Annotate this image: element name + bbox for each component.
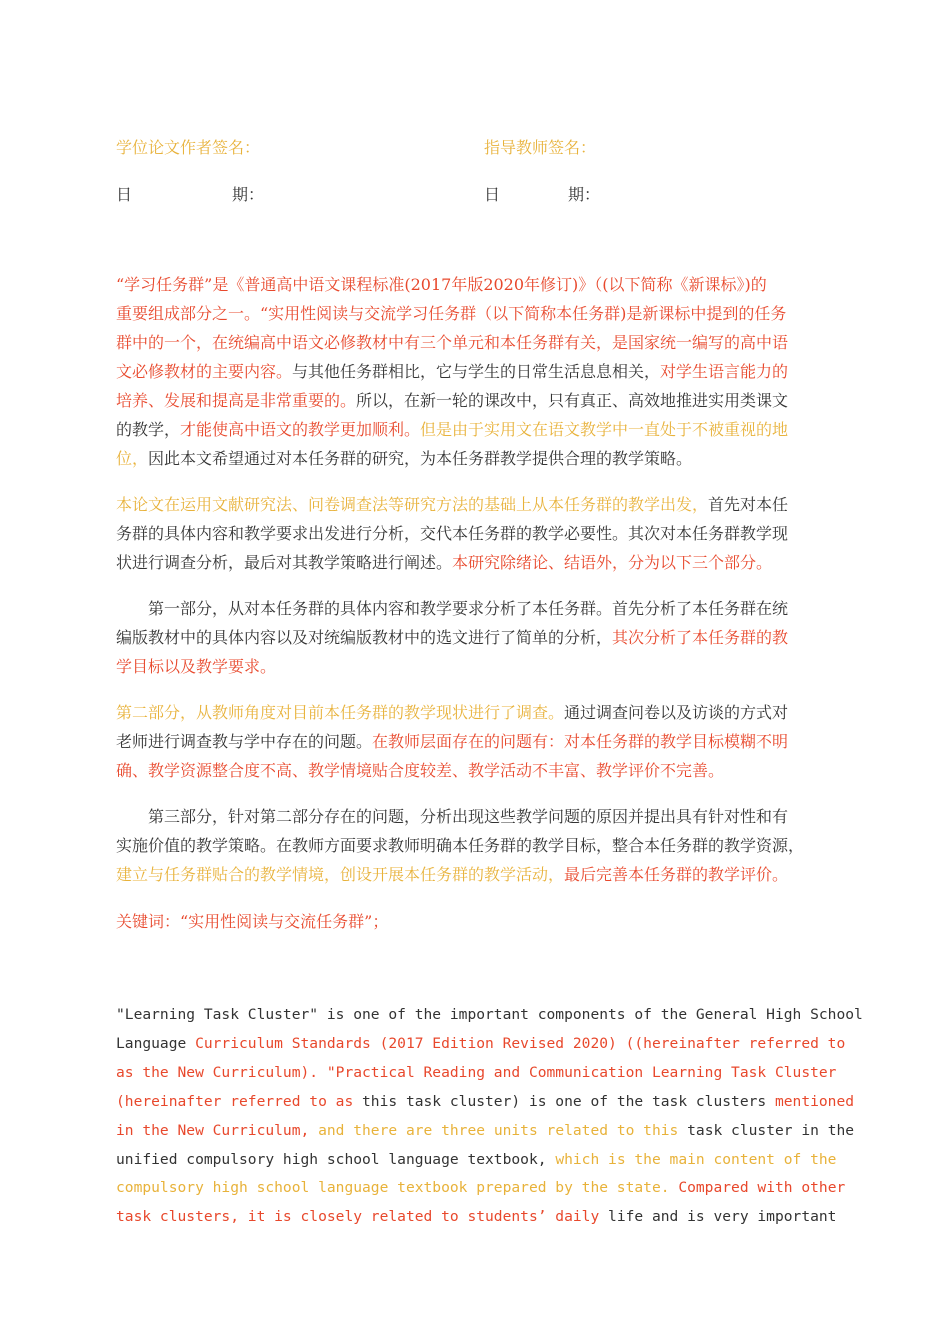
advisor-date-label-2: 期： (568, 185, 601, 204)
text-segment: in the New Curriculum, (116, 1121, 319, 1139)
text-line (116, 357, 836, 386)
text-segment: 编版教材中的具体内容以及对统编版教材中的选文进行了简单的分析， (116, 628, 613, 647)
text-segment: 位， (116, 449, 149, 468)
text-segment: which is the main content of the (555, 1150, 837, 1168)
text-segment: 对学生语言能力的 (660, 362, 789, 381)
text-line (116, 652, 836, 681)
text-segment: 最后完善本任务群的教学评价。 (564, 865, 789, 884)
text-line (116, 1203, 836, 1232)
text-line (116, 594, 836, 623)
advisor-date-label-1: 日 (484, 185, 501, 204)
text-segment: “学习任务群”是《普通高中语文课程标准(2017年版2020年修订)》（(以下简称《新课标》)的 (116, 275, 767, 294)
text-segment: task cluster in the (687, 1121, 855, 1139)
author-date-label-2: 期： (232, 185, 265, 204)
text-line (116, 623, 836, 652)
text-segment: 其次分析了本任务群的教 (612, 628, 789, 647)
text-segment: 学目标以及教学要求。 (116, 657, 277, 676)
text-segment: as the New Curriculum). "Practical Reading and Communication Learning Task Cluster (116, 1063, 837, 1081)
text-line (116, 1174, 846, 1203)
text-line (116, 802, 836, 831)
text-segment: (hereinafter referred to as (116, 1092, 363, 1110)
text-segment: unified compulsory high school language textbook, (116, 1150, 556, 1168)
text-segment: 通过调查问卷以及访谈的方式对 (564, 703, 789, 722)
text-segment: life and is very important (608, 1208, 837, 1226)
text-line (116, 548, 836, 577)
english-abstract (116, 1001, 863, 1232)
text-segment: 培养、发展和提高是非常重要的。 (116, 391, 357, 410)
text-segment: Compared with other (678, 1179, 846, 1197)
text-segment: task clusters, it is closely related to students’ daily (116, 1208, 609, 1226)
text-segment: 第一部分，从对本任务群的具体内容和教学要求分析了本任务群。首先分析了本任务群在统 (116, 599, 789, 618)
author-signature-label: 学位论文作者签名： (116, 138, 261, 157)
text-segment: 老师进行调查教与学中存在的问题。 (116, 732, 373, 751)
text-segment: Language (116, 1034, 196, 1052)
text-segment: 的教学， (116, 420, 181, 439)
text-line (116, 415, 836, 444)
abstract-paragraph-2 (116, 490, 836, 577)
text-line (116, 1059, 836, 1088)
text-segment: "Learning Task Cluster" is one of the important components of the General High School (116, 1006, 863, 1023)
text-segment: this task cluster) is one of the task clusters (362, 1092, 775, 1110)
abstract-paragraph-4 (116, 698, 836, 785)
abstract-paragraph-5 (116, 802, 836, 889)
text-segment: 但是由于实用文在语文教学中一直处于不被重视的地 (420, 420, 789, 439)
text-line (116, 299, 836, 328)
author-date-label-1: 日 (116, 185, 133, 204)
abstract-paragraph-3 (116, 594, 836, 681)
text-segment: 建立与任务群贴合的教学情境，创设开展本任务群的教学活动， (116, 865, 565, 884)
text-line (116, 698, 836, 727)
text-segment: and there are three units related to this (318, 1121, 688, 1139)
text-segment: 第三部分，针对第二部分存在的问题，分析出现这些教学问题的原因并提出具有针对性和有 (116, 807, 789, 826)
text-line (116, 490, 836, 519)
text-line (116, 1117, 855, 1146)
text-line (116, 756, 836, 785)
text-segment: 所以，在新一轮的课改中，只有真正、高效地推进实用类课文 (356, 391, 789, 410)
text-segment: 群中的一个，在统编高中语文必修教材中有三个单元和本任务群有关，是国家统一编写的高中语 (116, 333, 789, 352)
text-segment: Curriculum Standards (2017 Edition Revised 2020) ((hereinafter referred to (195, 1034, 846, 1052)
text-line (116, 1088, 855, 1117)
text-segment: 在教师层面存在的问题有：对本任务群的教学目标模糊不明 (372, 732, 789, 751)
text-line (116, 727, 836, 756)
text-line (116, 1030, 846, 1059)
text-segment: 第二部分，从教师角度对目前本任务群的教学现状进行了调查。 (116, 703, 565, 722)
text-line (116, 1146, 836, 1175)
text-segment: 务群的具体内容和教学要求出发进行分析，交代本任务群的教学必要性。其次对本任务群教学现 (116, 524, 789, 543)
text-line (116, 270, 836, 299)
abstract-paragraph-1 (116, 270, 836, 473)
text-segment: compulsory high school language textbook prepared by the state. (116, 1179, 679, 1197)
text-segment: 确、教学资源整合度不高、教学情境贴合度较差、教学活动不丰富、教学评价不完善。 (116, 761, 725, 780)
text-line (116, 860, 836, 889)
text-segment: 状进行调查分析，最后对其教学策略进行阐述。 (116, 553, 453, 572)
text-segment: 关键词：“实用性阅读与交流任务群”； (116, 912, 389, 931)
text-segment: 重要组成部分之一。“实用性阅读与交流学习任务群（以下简称本任务群)是新课标中提到的任务 (116, 304, 787, 323)
text-line (116, 444, 836, 473)
text-segment: 才能使高中语文的教学更加顺利。 (180, 420, 421, 439)
text-segment: mentioned (774, 1092, 855, 1110)
text-line (116, 831, 836, 860)
text-segment: 本研究除绪论、结语外，分为以下三个部分。 (452, 553, 773, 572)
advisor-signature-label: 指导教师签名： (484, 138, 597, 157)
text-line (116, 328, 836, 357)
text-segment: 首先对本任 (708, 495, 789, 514)
text-line (116, 519, 836, 548)
text-segment: 因此本文希望通过对本任务群的研究，为本任务群教学提供合理的教学策略。 (148, 449, 693, 468)
text-segment: 本论文在运用文献研究法、问卷调查法等研究方法的基础上从本任务群的教学出发， (116, 495, 709, 514)
text-line (116, 386, 836, 415)
text-segment: 文必修教材的主要内容。 (116, 362, 293, 381)
text-line (116, 1001, 863, 1030)
text-segment: 与其他任务群相比，它与学生的日常生活息息相关， (292, 362, 661, 381)
keywords-line (116, 907, 836, 936)
text-segment: 实施价值的教学策略。在教师方面要求教师明确本任务群的教学目标，整合本任务群的教学资源， (116, 836, 805, 855)
text-line (116, 907, 836, 936)
